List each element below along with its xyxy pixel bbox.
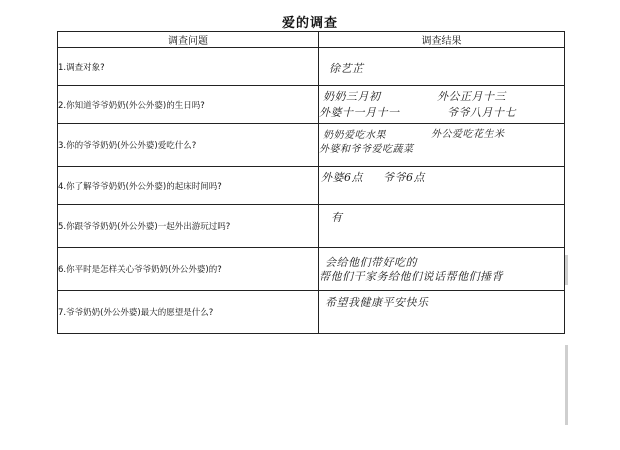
survey-table: [57, 31, 565, 334]
table-row: [58, 86, 565, 124]
answer-text: 希望我健康平安快乐: [325, 296, 429, 309]
table-row: [58, 248, 565, 291]
question-cell: 1.调查对象?: [58, 48, 319, 86]
table-row: [58, 48, 565, 86]
scan-edge-mark: [565, 255, 568, 285]
table-header-row: [58, 32, 565, 48]
table-row: [58, 205, 565, 248]
question-cell: 2.你知道爷爷奶奶(外公外婆)的生日吗?: [58, 86, 319, 124]
answer-text: 奶奶爱吃水果: [323, 130, 386, 141]
table-row: [58, 291, 565, 334]
answer-text: 外公正月十三: [437, 90, 506, 103]
answer-cell: [319, 205, 565, 248]
answer-cell: [319, 124, 565, 167]
question-cell: 7.爷爷奶奶(外公外婆)最大的愿望是什么?: [58, 291, 319, 334]
answer-text: 爷爷6点: [383, 171, 425, 184]
table-row: [58, 167, 565, 205]
question-cell: 5.你跟爷爷奶奶(外公外婆)一起外出游玩过吗?: [58, 205, 319, 248]
table-row: [58, 124, 565, 167]
question-cell: 4.你了解爷爷奶奶(外公外婆)的起床时间吗?: [58, 167, 319, 205]
answer-text: 奶奶三月初: [323, 90, 381, 103]
answer-text: 外婆6点: [321, 171, 363, 184]
header-question: 调查问题: [58, 32, 319, 48]
header-result: 调查结果: [319, 32, 565, 48]
answer-text: 外婆十一月十一: [319, 106, 400, 119]
answer-text: 有: [331, 211, 343, 224]
answer-text: 爷爷八月十七: [447, 106, 516, 119]
answer-text: 外婆和爷爷爱吃蔬菜: [319, 144, 414, 155]
page-title: 爱的调查: [281, 16, 338, 31]
answer-cell: [319, 291, 565, 334]
answer-text: 帮他们干家务给他们说话帮他们捶背: [319, 270, 503, 283]
answer-text: 会给他们带好吃的: [325, 256, 417, 269]
answer-cell: [319, 167, 565, 205]
answer-text: 徐艺芷: [329, 62, 364, 75]
answer-cell: [319, 48, 565, 86]
question-cell: 3.你的爷爷奶奶(外公外婆)爱吃什么?: [58, 124, 319, 167]
answer-text: 外公爱吃花生米: [431, 129, 505, 140]
answer-cell: [319, 86, 565, 124]
answer-cell: [319, 248, 565, 291]
question-cell: 6.你平时是怎样关心爷爷奶奶(外公外婆)的?: [58, 248, 319, 291]
scan-edge-mark: [565, 345, 568, 425]
